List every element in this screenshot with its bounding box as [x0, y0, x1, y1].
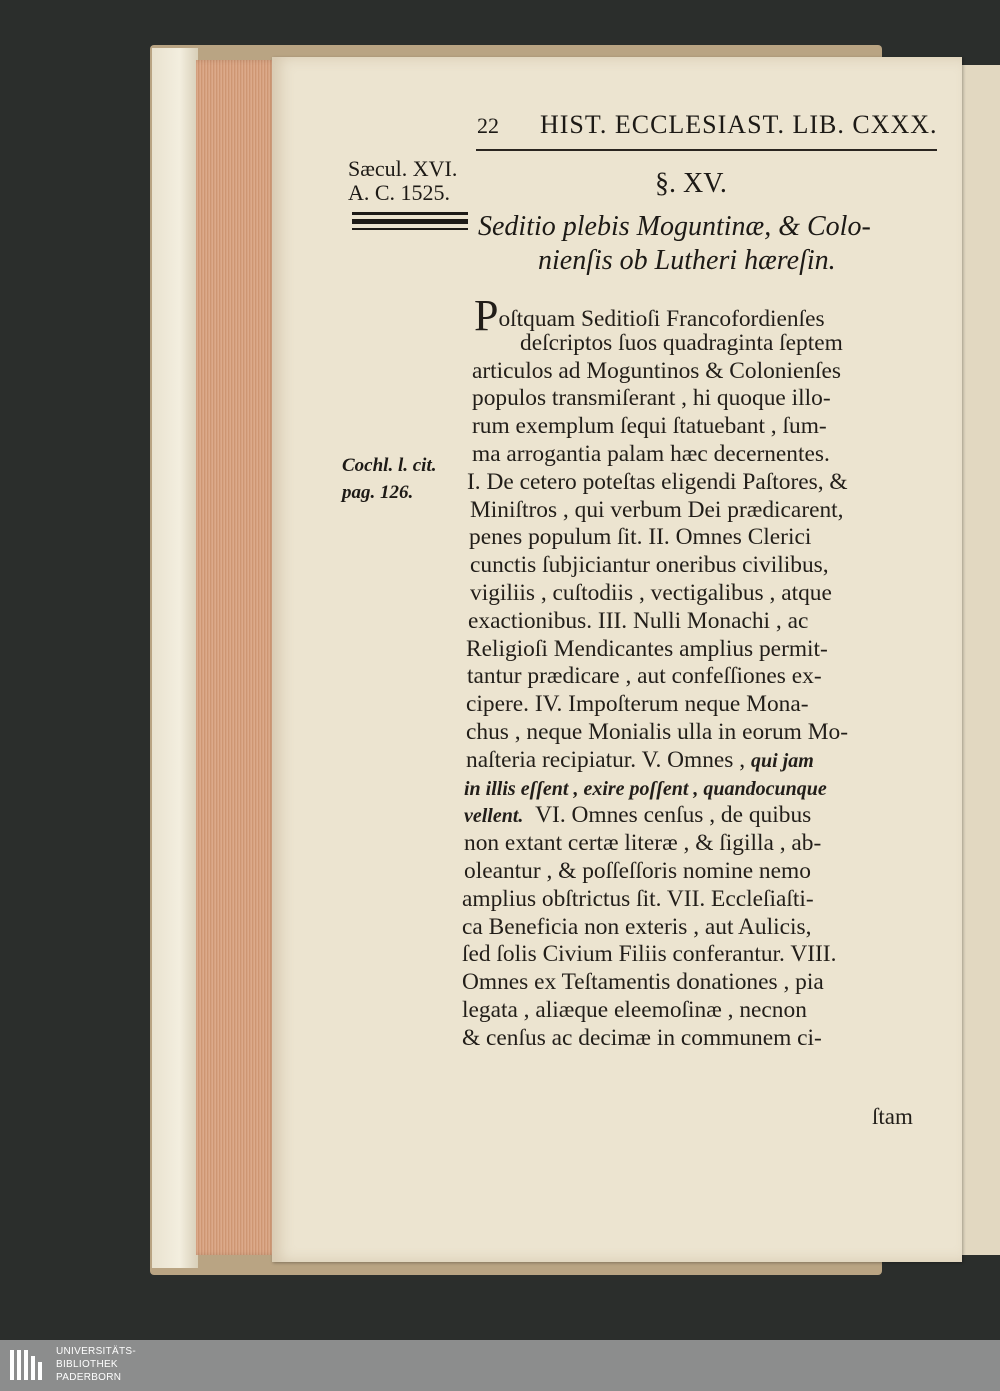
body-line: non extant certæ literæ , & ſigilla , ab-	[464, 830, 822, 857]
running-head: HIST. ECCLESIAST. LIB. CXXX.	[540, 110, 938, 139]
body-line: ma arrogantia palam hæc decernentes.	[472, 440, 830, 467]
body-line: oleantur , & poſſeſſoris nomine nemo	[464, 857, 811, 884]
body-line	[462, 747, 932, 775]
margin-rule-bottom	[352, 228, 468, 230]
margin-reference	[342, 452, 436, 506]
section-title	[478, 210, 938, 278]
body-line: penes populum ſit. II. Omnes Clerici	[469, 524, 812, 551]
body-line: deſcriptos ſuos quadraginta ſeptem	[520, 329, 843, 356]
margin-reference-line1: Cochl. l. cit.	[342, 455, 437, 476]
body-line	[462, 775, 932, 803]
body-italic-text: vellent.	[464, 805, 524, 828]
library-name-line2: BIBLIOTHEK	[56, 1359, 118, 1370]
body-text	[462, 291, 932, 1053]
body-line: exactionibus. III. Nulli Monachi , ac	[468, 607, 809, 634]
margin-reference-line2: pag. 126.	[342, 482, 414, 503]
margin-rule-thick	[352, 219, 468, 224]
margin-date-note	[348, 157, 457, 205]
body-line: vigiliis , cuſtodiis , vectigalibus , atque	[470, 579, 832, 606]
page-number: 22	[477, 113, 499, 138]
body-line: rum exemplum ſequi ſtatuebant , ſum-	[472, 413, 827, 440]
margin-era: Sæcul. XVI.	[348, 156, 458, 181]
body-line	[462, 802, 932, 830]
catchword: ſtam	[872, 1104, 913, 1129]
body-line: tantur prædicare , aut confeſſiones ex-	[467, 663, 822, 690]
body-line: amplius obſtrictus ſit. VII. Eccleſiaſti-	[462, 885, 814, 912]
body-line	[462, 291, 932, 340]
body-line: Omnes ex Teſtamentis donationes , pia	[462, 969, 824, 996]
body-line: Miniſtros , qui verbum Dei prædicarent,	[470, 496, 844, 523]
body-line: cunctis ſubjiciantur oneribus civilibus,	[470, 552, 829, 579]
section-title-line2: nienſis ob Lutheri hæreſin.	[538, 245, 836, 276]
head-rule	[476, 149, 937, 151]
body-line: ſed ſolis Civium Filiis conferantur. VIII.	[462, 941, 837, 968]
drop-cap: P	[474, 291, 499, 340]
section-mark: §. XV.	[655, 168, 727, 199]
margin-year: A. C. 1525.	[348, 180, 451, 205]
body-line: I. De cetero poteſtas eligendi Paſtores, &	[467, 468, 848, 495]
library-logo-icon	[8, 1346, 48, 1384]
footer-bar	[0, 1340, 1000, 1391]
library-name	[56, 1345, 136, 1384]
vellum-binding	[152, 48, 198, 1268]
library-name-line3: PADERBORN	[56, 1372, 122, 1383]
body-line: articulos ad Moguntinos & Colonienſes	[472, 357, 842, 384]
body-italic-text: in illis eſſent , exire poſſent , quandocunque	[464, 777, 827, 800]
body-line: Religioſi Mendicantes amplius permit-	[466, 635, 828, 662]
body-italic-text: qui jam	[750, 749, 814, 772]
body-line: chus , neque Monialis ulla in eorum Mo-	[466, 718, 848, 745]
body-line: ca Beneficia non exteris , aut Aulicis,	[462, 913, 812, 940]
body-line: legata , aliæque eleemoſinæ , necnon	[462, 996, 807, 1023]
body-line: cipere. IV. Impoſterum neque Mona-	[466, 691, 809, 718]
section-title-line1: Seditio plebis Moguntinæ, & Colo-	[478, 211, 871, 242]
facing-page-edge	[962, 65, 1000, 1255]
margin-rule-top	[352, 212, 468, 215]
body-line-text: VI. Omnes cenſus , de quibus	[535, 802, 812, 829]
body-line-text: oſtquam Seditioſi Francofordienſes	[498, 306, 825, 332]
body-line-text: naſteria recipiatur. V. Omnes ,	[466, 746, 746, 773]
library-name-line1: UNIVERSITÄTS-	[56, 1346, 137, 1357]
body-line: populos transmiſerant , hi quoque illo-	[472, 385, 831, 412]
body-line: & cenſus ac decimæ in communem ci-	[462, 1024, 822, 1051]
